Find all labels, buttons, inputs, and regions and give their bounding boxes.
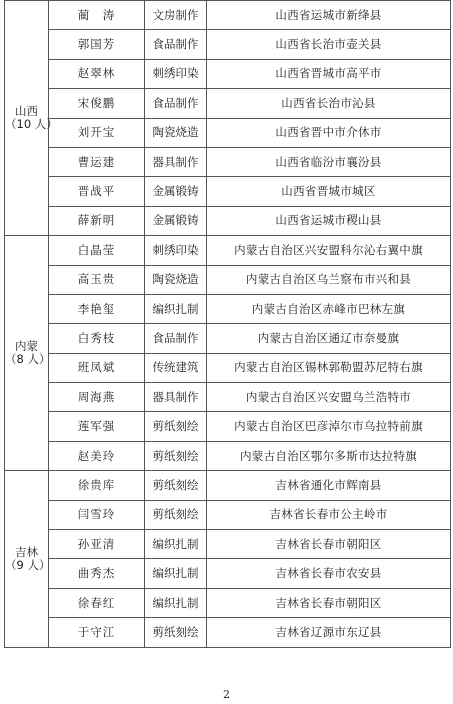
table-row bbox=[5, 59, 451, 88]
province-name: 内蒙 bbox=[15, 339, 38, 354]
artisan-name: 薛新明 bbox=[49, 206, 145, 235]
location: 吉林省长春市农安县 bbox=[207, 559, 451, 588]
location: 吉林省长春市朝阳区 bbox=[207, 530, 451, 559]
craft-category: 剪纸刻绘 bbox=[145, 471, 207, 500]
location: 内蒙古自治区赤峰市巴林左旗 bbox=[207, 294, 451, 323]
roster-body bbox=[5, 1, 451, 648]
artisan-name: 徐贵库 bbox=[49, 471, 145, 500]
location: 山西省运城市稷山县 bbox=[207, 206, 451, 235]
artisan-name: 刘开宝 bbox=[49, 118, 145, 147]
location: 山西省长治市沁县 bbox=[207, 89, 451, 118]
table-row bbox=[5, 118, 451, 147]
artisan-name: 曲秀杰 bbox=[49, 559, 145, 588]
artisan-name: 赵翠林 bbox=[49, 59, 145, 88]
artisan-name: 李艳玺 bbox=[49, 294, 145, 323]
location: 内蒙古自治区通辽市奈曼旗 bbox=[207, 324, 451, 353]
location: 吉林省通化市辉南县 bbox=[207, 471, 451, 500]
table-row bbox=[5, 294, 451, 323]
craft-category: 器具制作 bbox=[145, 147, 207, 176]
location: 山西省晋城市城区 bbox=[207, 177, 451, 206]
artisan-name: 晋战平 bbox=[49, 177, 145, 206]
province-cell bbox=[5, 471, 49, 647]
craft-category: 陶瓷烧造 bbox=[145, 265, 207, 294]
craft-category: 文房制作 bbox=[145, 1, 207, 30]
artisan-name: 赵美玲 bbox=[49, 441, 145, 470]
table-row bbox=[5, 559, 451, 588]
province-cell bbox=[5, 236, 49, 471]
craft-category: 食品制作 bbox=[145, 30, 207, 59]
craft-category: 陶瓷烧造 bbox=[145, 118, 207, 147]
location: 吉林省长春市朝阳区 bbox=[207, 588, 451, 617]
artisan-name: 莲军强 bbox=[49, 412, 145, 441]
table-row bbox=[5, 618, 451, 647]
artisan-name: 班凤斌 bbox=[49, 353, 145, 382]
craft-category: 刺绣印染 bbox=[145, 59, 207, 88]
craft-category: 食品制作 bbox=[145, 89, 207, 118]
artisan-name: 孙亚清 bbox=[49, 530, 145, 559]
location: 山西省晋中市介休市 bbox=[207, 118, 451, 147]
location: 内蒙古自治区巴彦淖尔市乌拉特前旗 bbox=[207, 412, 451, 441]
artisan-name: 闫雪玲 bbox=[49, 500, 145, 529]
craft-category: 器具制作 bbox=[145, 383, 207, 412]
table-row bbox=[5, 89, 451, 118]
location: 山西省运城市新绛县 bbox=[207, 1, 451, 30]
table-row bbox=[5, 324, 451, 353]
artisan-name: 白晶莹 bbox=[49, 236, 145, 265]
table-row bbox=[5, 412, 451, 441]
artisan-name: 高玉贵 bbox=[49, 265, 145, 294]
table-row bbox=[5, 383, 451, 412]
artisan-name: 曹运建 bbox=[49, 147, 145, 176]
craft-category: 剪纸刻绘 bbox=[145, 412, 207, 441]
craft-category: 刺绣印染 bbox=[145, 236, 207, 265]
artisan-name: 于守江 bbox=[49, 618, 145, 647]
province-count: （10 人） bbox=[5, 117, 58, 132]
page-number: 2 bbox=[223, 688, 230, 701]
province-cell bbox=[5, 1, 58, 236]
table-row bbox=[5, 236, 451, 265]
province-name: 山西 bbox=[15, 104, 38, 119]
location: 内蒙古自治区乌兰察布市兴和县 bbox=[207, 265, 451, 294]
artisan-roster-table bbox=[4, 0, 451, 648]
table-row bbox=[5, 471, 451, 500]
craft-category: 剪纸刻绘 bbox=[145, 441, 207, 470]
craft-category: 编织扎制 bbox=[145, 588, 207, 617]
artisan-name: 蔺 涛 bbox=[49, 1, 145, 30]
table-row bbox=[5, 588, 451, 617]
location: 山西省晋城市高平市 bbox=[207, 59, 451, 88]
craft-category: 传统建筑 bbox=[145, 353, 207, 382]
table-row bbox=[5, 441, 451, 470]
table-row bbox=[5, 1, 451, 30]
table-row bbox=[5, 265, 451, 294]
table-row bbox=[5, 206, 451, 235]
table-row bbox=[5, 147, 451, 176]
location: 内蒙古自治区鄂尔多斯市达拉特旗 bbox=[207, 441, 451, 470]
craft-category: 剪纸刻绘 bbox=[145, 500, 207, 529]
table-row bbox=[5, 177, 451, 206]
location: 山西省长治市壶关县 bbox=[207, 30, 451, 59]
craft-category: 金属锻铸 bbox=[145, 177, 207, 206]
location: 内蒙古自治区兴安盟乌兰浩特市 bbox=[207, 383, 451, 412]
craft-category: 食品制作 bbox=[145, 324, 207, 353]
location: 山西省临汾市襄汾县 bbox=[207, 147, 451, 176]
craft-category: 剪纸刻绘 bbox=[145, 618, 207, 647]
province-name: 吉林 bbox=[15, 544, 38, 559]
artisan-name: 白秀枝 bbox=[49, 324, 145, 353]
table-row bbox=[5, 500, 451, 529]
location: 吉林省长春市公主岭市 bbox=[207, 500, 451, 529]
craft-category: 金属锻铸 bbox=[145, 206, 207, 235]
province-count: （8 人） bbox=[5, 352, 51, 367]
location: 内蒙古自治区兴安盟科尔沁右翼中旗 bbox=[207, 236, 451, 265]
table-row bbox=[5, 353, 451, 382]
craft-category: 编织扎制 bbox=[145, 294, 207, 323]
table-row bbox=[5, 530, 451, 559]
province-count: （9 人） bbox=[5, 557, 51, 572]
artisan-name: 周海燕 bbox=[49, 383, 145, 412]
location: 内蒙古自治区锡林郭勒盟苏尼特右旗 bbox=[207, 353, 451, 382]
artisan-name: 徐春红 bbox=[49, 588, 145, 617]
table-row bbox=[5, 30, 451, 59]
artisan-name: 宋俊鹏 bbox=[49, 89, 145, 118]
artisan-name: 郭国芳 bbox=[49, 30, 145, 59]
location: 吉林省辽源市东辽县 bbox=[207, 618, 451, 647]
craft-category: 编织扎制 bbox=[145, 559, 207, 588]
craft-category: 编织扎制 bbox=[145, 530, 207, 559]
